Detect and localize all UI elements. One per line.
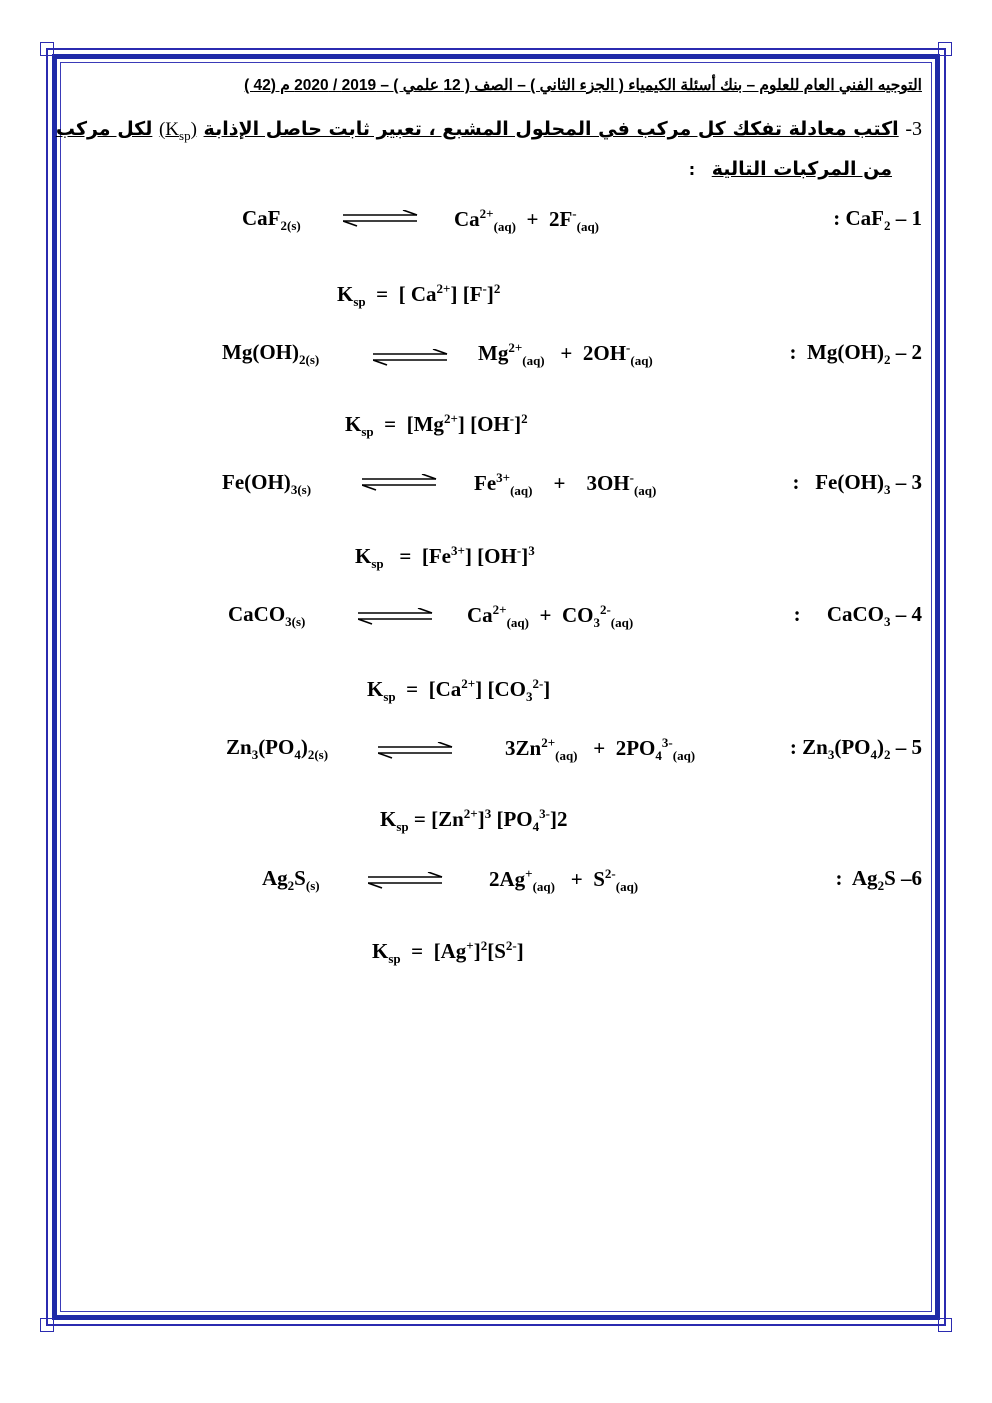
item-1-label: : CaF$_2$ – 1 — [833, 206, 922, 234]
question-colon: : — [688, 160, 696, 179]
item-4-reactant: CaCO$_{3(s)}$ — [228, 602, 306, 630]
equilibrium-arrow-icon — [343, 210, 419, 228]
item-6-label: : $Ag_2S$ –6 — [835, 866, 922, 894]
item-3-label: : $Fe(OH)_3 - 3$ — [792, 470, 922, 498]
item-1-ksp: $K_{sp}$ = [ $Ca^{2+}$] $[F^-]^2$ — [337, 281, 501, 310]
item-2-reactant: $Mg(OH)_{2(s)}$ — [222, 340, 320, 368]
item-6-products: $2Ag^+_{(aq)}$ + $S^{2-}_{(aq)}$ — [489, 866, 639, 895]
item-5-reactant: $Zn_3(PO_4)_{2(s)}$ — [226, 735, 329, 763]
corner-ornament-bottom-right — [938, 1318, 952, 1332]
question-text-2: من المركبات التالية — [711, 158, 892, 180]
item-5-products: $3Zn^{2+}_{(aq)}$ + $2PO_4^{3-}_{(aq)}$ — [505, 735, 696, 764]
item-3-reactant: $Fe(OH)_{3(s)}$ — [222, 470, 312, 498]
item-2-label: : $Mg(OH)_2 - 2$ — [789, 340, 922, 368]
item-4-ksp: $K_{sp} = [Ca^{2+}]$ $[CO_3^{2-}]$ — [367, 676, 551, 705]
equilibrium-arrow-icon — [378, 742, 454, 760]
item-5-label: : $Zn_3(PO_4)_2 - 5$ — [789, 735, 922, 763]
item-2-ksp: $K_{sp} = [Mg^{2+}]$ $[OH^-]^2$ — [345, 411, 528, 440]
page-header: التوجيه الفني العام للعلوم – بنك أسئلة الكيمياء ( الجزء الثاني ) – الصف ( 12 علمي ) – 2019 / 2020 م (42 ) — [244, 77, 922, 94]
item-6-reactant: $Ag_2S_{(s)}$ — [262, 866, 320, 894]
question-line-1 — [56, 118, 922, 144]
corner-ornament-top-left — [40, 42, 54, 56]
equilibrium-arrow-icon — [362, 474, 438, 492]
item-5-ksp: $K_{sp} = [Zn^{2+}]^3$ $[PO_4^{3-}]2$ — [380, 806, 568, 835]
question-line-2 — [689, 158, 892, 180]
question-text-end: لكل مركب — [55, 118, 153, 140]
corner-ornament-bottom-left — [40, 1318, 54, 1332]
corner-ornament-top-right — [938, 42, 952, 56]
equilibrium-arrow-icon — [368, 872, 444, 890]
equilibrium-arrow-icon — [358, 608, 434, 626]
item-4-label: : CaCO$_3$ – 4 — [793, 602, 922, 630]
item-3-ksp: $K_{sp}$ = $[Fe^{3+}]$ $[OH^-]^3$ — [355, 543, 535, 572]
question-text: اكتب معادلة تفكك كل مركب في المحلول المشبع ، تعبير ثابت حاصل الإذابة — [203, 118, 899, 140]
item-3-products: $Fe^{3+}_{(aq)}$ + $3OH^-_{(aq)}$ — [474, 470, 657, 499]
item-1-products: $Ca^{2+}_{(aq)} + 2F^-_{(aq)}$ — [454, 206, 600, 235]
question-ksp: $(K_{sp})$ — [158, 119, 197, 143]
item-6-ksp: $K_{sp} = [Ag^+]^2[S^{2-}]$ — [372, 938, 524, 967]
item-4-products: $Ca^{2+}_{(aq)} + CO_3^{2-}_{(aq)}$ — [467, 602, 634, 631]
item-1-reactant: CaF$_{2(s)}$ — [242, 206, 301, 234]
equilibrium-arrow-icon — [373, 349, 449, 367]
question-number: 3- — [905, 118, 922, 140]
item-2-products: $Mg^{2+}_{(aq)}$ + $2OH^-_{(aq)}$ — [478, 340, 653, 369]
